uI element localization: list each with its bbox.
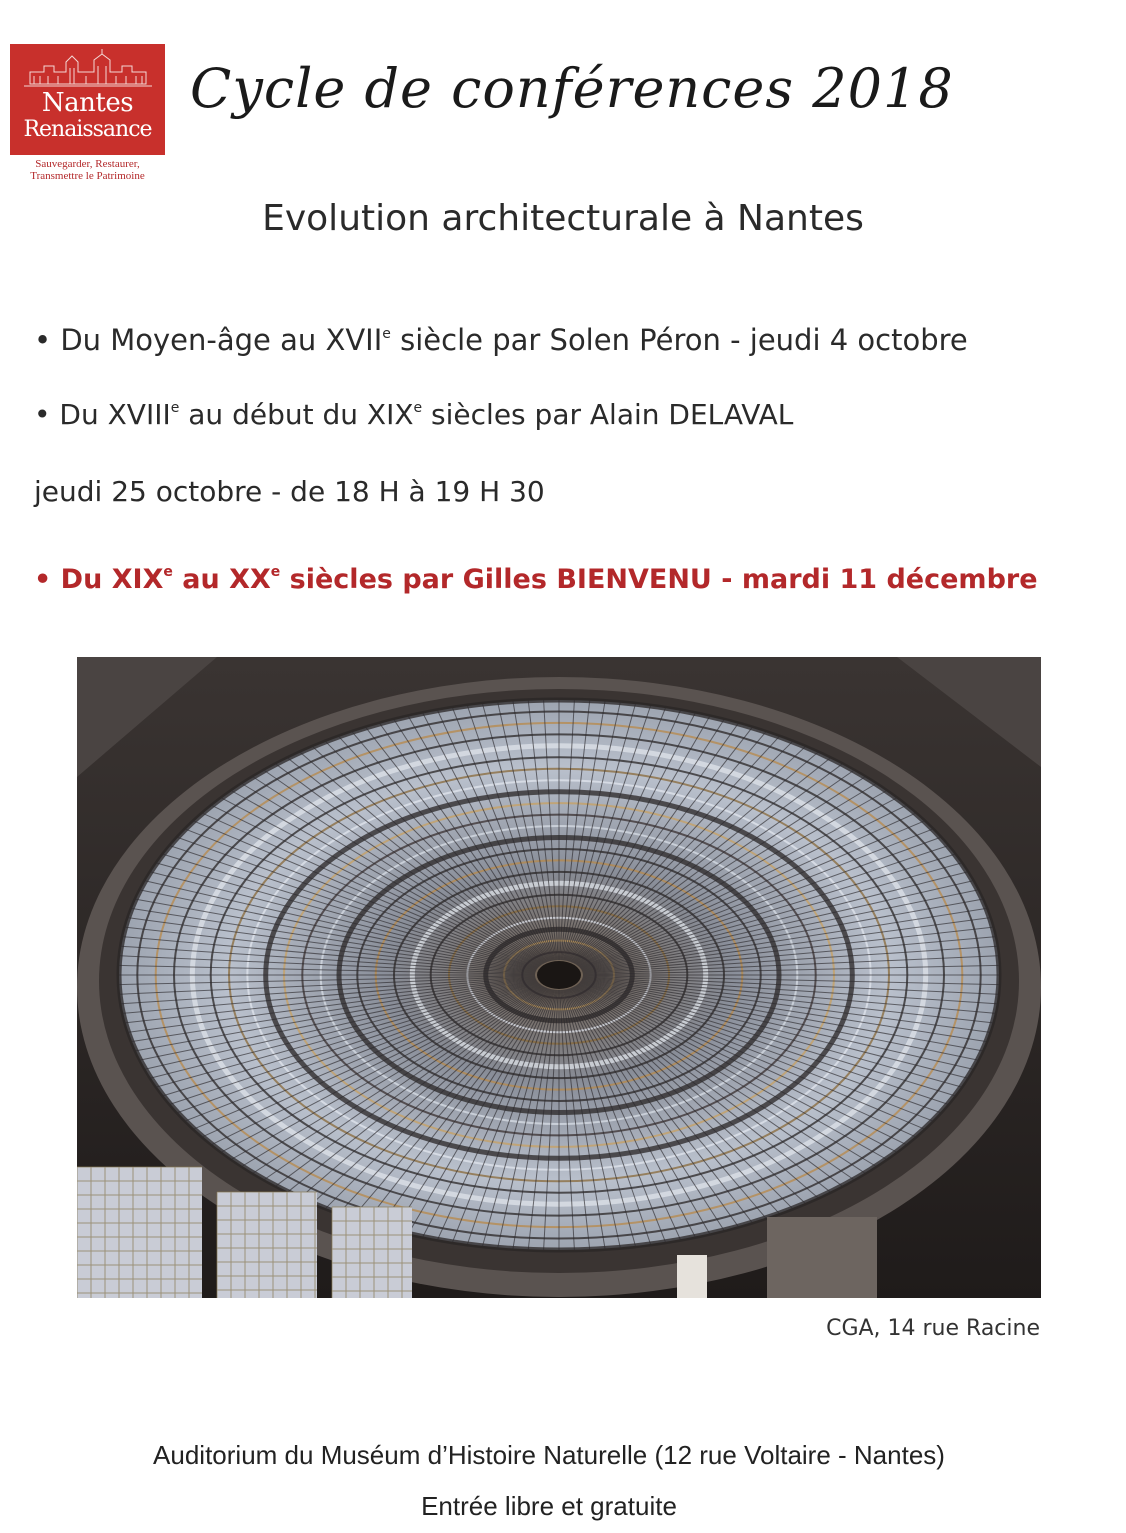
nantes-renaissance-logo [10,44,165,155]
superscript: e [170,400,180,416]
lecture-1-text-a: Du Moyen-âge au XVII [60,323,383,357]
lecture-item-2-date: jeudi 25 octobre - de 18 H à 19 H 30 [34,475,545,508]
lecture-item-3-highlight [34,562,1038,598]
admission-text: Entrée libre et gratuite [421,1491,677,1521]
lecture-3-text-a: Du XIX [60,564,164,595]
logo-name-line2: Renaissance [23,117,152,142]
logo-name-line1: Nantes [41,88,134,118]
bullet: • [34,398,51,431]
lecture-2-text-c: siècles par Alain DELAVAL [422,398,794,431]
superscript: e [163,564,173,580]
lecture-3-text-c: siècles par Gilles BIENVENU - mardi 11 décembre [280,564,1038,595]
glass-dome-illustration [77,657,1041,1298]
logo-tagline-line2: Transmettre le Patrimoine [30,170,145,182]
lecture-item-1 [34,322,968,358]
superscript: e [413,400,423,416]
page-subtitle: Evolution architecturale à Nantes [262,198,864,239]
lecture-2-text-b: au début du XIX [179,398,414,431]
photo-caption: CGA, 14 rue Racine [826,1316,1040,1341]
logo-tagline-line1: Sauvegarder, Restaurer, [35,158,140,170]
lecture-2-text-a: Du XVIII [59,398,171,431]
bullet: • [34,323,52,357]
dome-ceiling-photo [77,657,1041,1298]
venue-text: Auditorium du Muséum d’Histoire Naturelle (12 rue Voltaire - Nantes) [153,1440,945,1470]
lecture-1-text-b: siècle par Solen Péron - jeudi 4 octobre [390,323,968,357]
superscript: e [270,564,281,580]
page-title: Cycle de conférences 2018 [190,57,954,120]
city-skyline-icon [10,48,165,90]
superscript: e [382,326,391,342]
lecture-item-2 [34,397,793,433]
lecture-3-text-b: au XX [172,564,271,595]
bullet: • [34,564,52,595]
